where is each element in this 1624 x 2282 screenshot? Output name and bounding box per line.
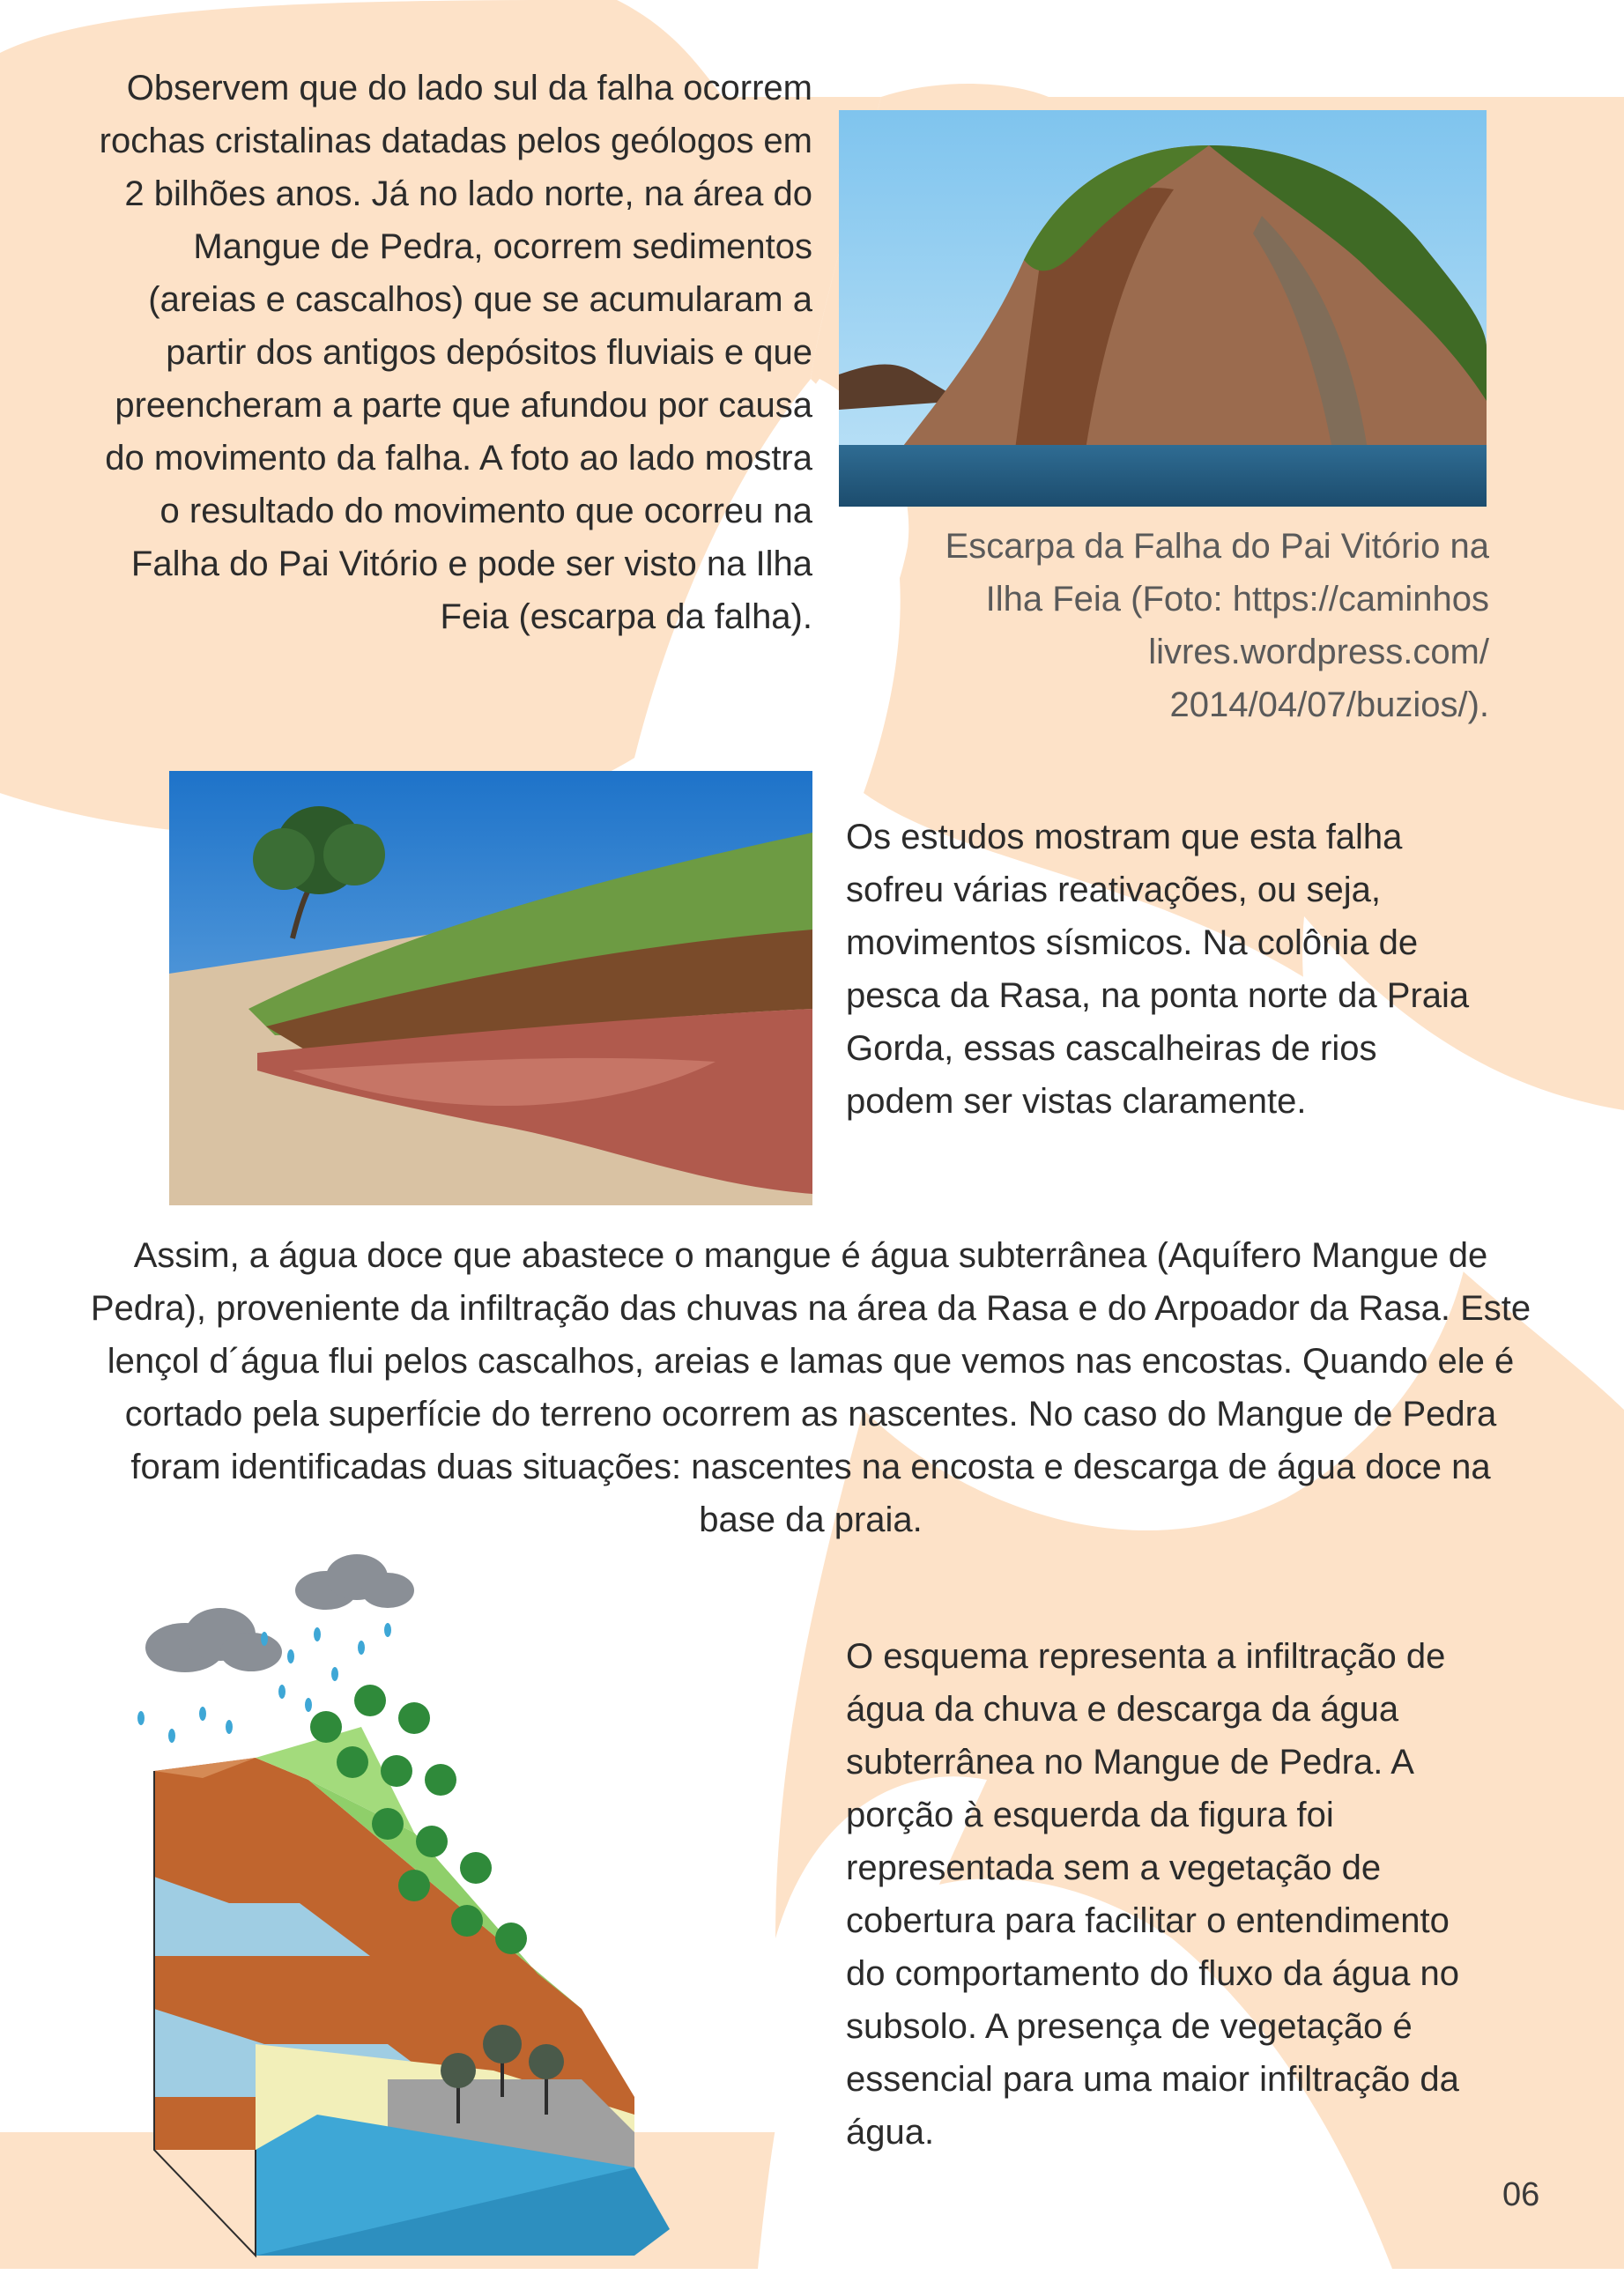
water-paragraph: Assim, a água doce que abastece o mangue é água subterrânea (Aquífero Mangue de Pedra), proveniente da infiltração das chuvas na área da Rasa e do Arpoador da Rasa. Este lençol d´água flui pelos cascalhos, areias e lamas que vemos nas encostas. Quando ele é cortado pela superfície do terreno ocorrem as nascentes. No caso do Mangue de Pedra foram identificadas duas situações: nascentes na encosta e descarga de água doce na base da praia. <box>90 1236 1531 1539</box>
page-number: 06 <box>1502 2176 1540 2213</box>
ilha-feia-photo <box>839 110 1487 507</box>
cloud-icon <box>295 1554 414 1610</box>
intro-paragraph: Observem que do lado sul da falha ocorrem rochas cristalinas datadas pelos geólogos em 2 bilhões anos. Já no lado norte, na área do Mangue de Pedra, ocorrem sedimentos (areias e cascalhos) que se acumularam a partir dos antigos depósitos fluviais e que preencheram a parte que afundou por causa do movimento da falha. A foto ao lado mostra o resultado do movimento que ocorreu na Falha do Pai Vitório e pode ser visto na Ilha Feia (escarpa da falha). <box>99 69 812 636</box>
infiltration-diagram <box>123 1551 740 2282</box>
photo-caption: Escarpa da Falha do Pai Vitório na Ilha Feia (Foto: https://caminhos livres.wordpress.com/ 2014/04/07/buzios/). <box>945 527 1489 724</box>
cascalheira-photo <box>169 771 812 1205</box>
scheme-paragraph: O esquema representa a infiltração de água da chuva e descarga da água subterrânea no Mangue de Pedra. A porção à esquerda da figura foi representada sem a vegetação de cobertura para facilitar o entendimento do comportamento do fluxo da água no subsolo. A presença de vegetação é essencial para uma maior infiltração da água. <box>846 1637 1460 2152</box>
studies-paragraph: Os estudos mostram que esta falha sofreu várias reativações, ou seja, movimentos sísmicos. Na colônia de pesca da Rasa, na ponta norte da Praia Gorda, essas cascalheiras de rios podem ser vistas claramente. <box>846 818 1470 1121</box>
